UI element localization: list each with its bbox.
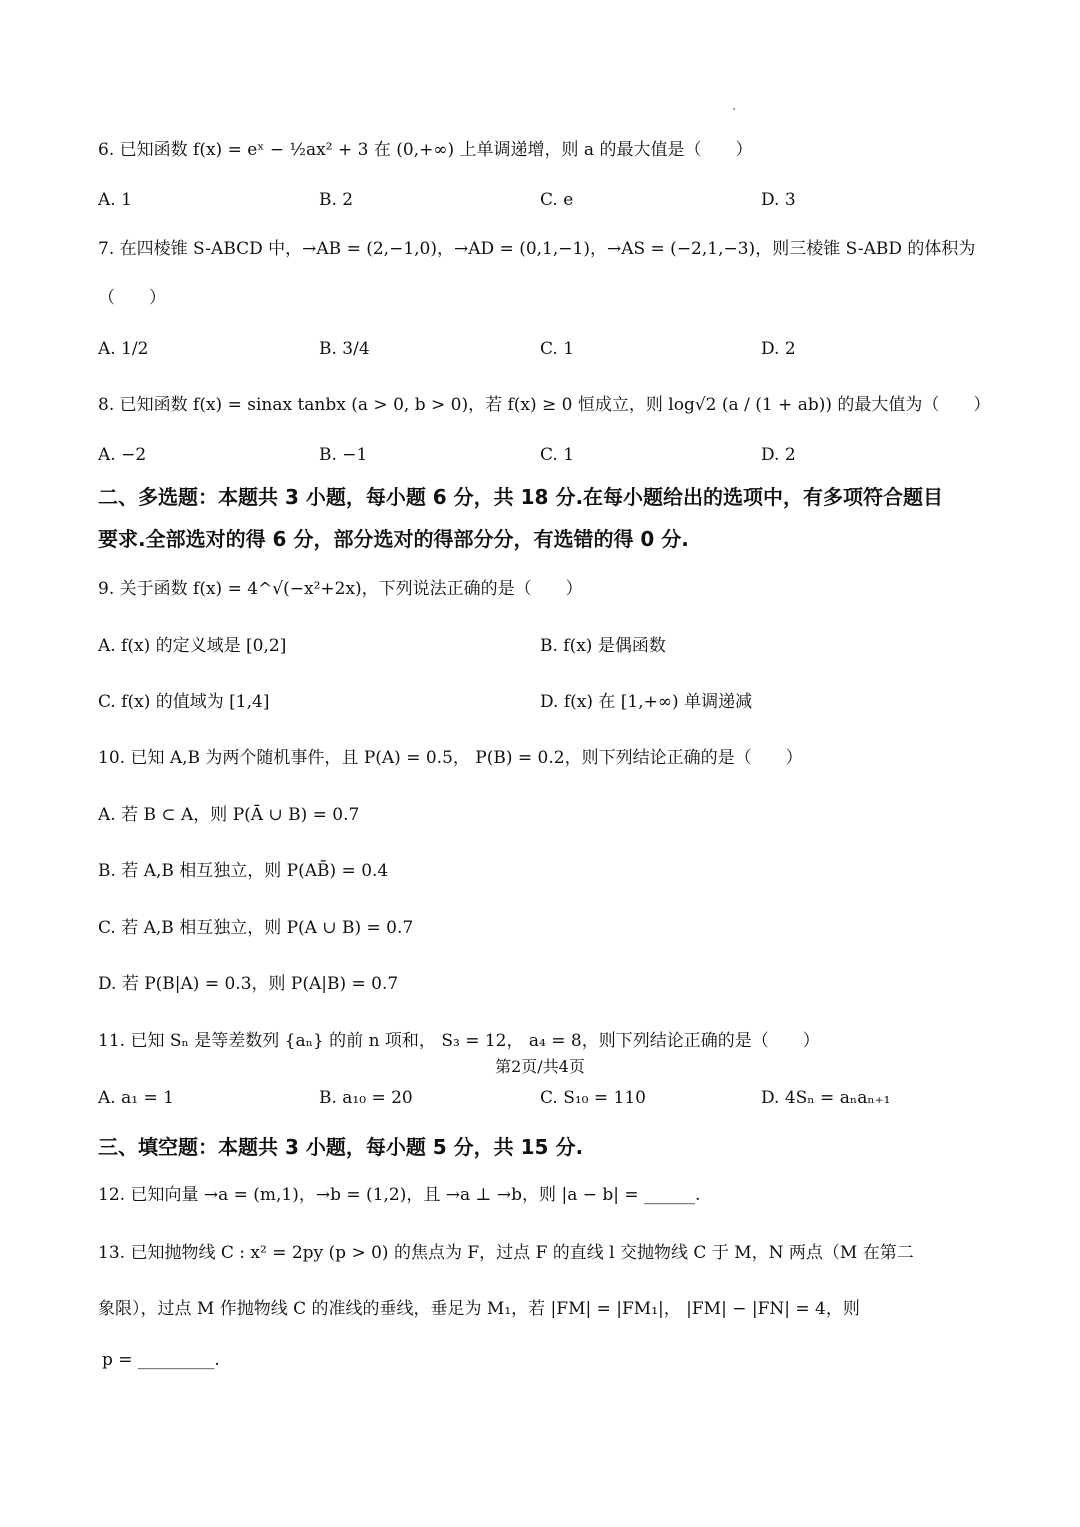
q13-answer-blank: p = _________. xyxy=(102,1350,220,1370)
q10-option-a: A. 若 B ⊂ A，则 P(Ā ∪ B) = 0.7 xyxy=(98,805,360,825)
q13-stem: 13. 已知抛物线 C : x² = 2py (p > 0) 的焦点为 F，过点 F 的直线 l 交抛物线 C 于 M，N 两点（M 在第二 xyxy=(98,1243,914,1263)
q8-option-c: C. 1 xyxy=(540,445,575,465)
q9-option-b: B. f(x) 是偶函数 xyxy=(540,636,666,656)
q6-option-d: D. 3 xyxy=(761,190,796,210)
q10-option-c: C. 若 A,B 相互独立，则 P(A ∪ B) = 0.7 xyxy=(98,918,414,938)
q7-option-b: B. 3/4 xyxy=(319,339,370,359)
q6-option-b: B. 2 xyxy=(319,190,354,210)
q10-stem: 10. 已知 A,B 为两个随机事件，且 P(A) = 0.5， P(B) = 0.2，则下列结论正确的是（ ） xyxy=(98,748,803,768)
q9-option-c: C. f(x) 的值域为 [1,4] xyxy=(98,692,270,712)
section3-heading: 三、填空题：本题共 3 小题，每小题 5 分，共 15 分. xyxy=(98,1135,584,1159)
section2-heading-line2: 要求.全部选对的得 6 分，部分选对的得部分分，有选错的得 0 分. xyxy=(98,527,689,551)
scan-speck xyxy=(733,108,735,110)
q9-option-a: A. f(x) 的定义域是 [0,2] xyxy=(98,636,287,656)
q9-option-d: D. f(x) 在 [1,+∞) 单调递减 xyxy=(540,692,753,712)
q8-option-b: B. −1 xyxy=(319,445,368,465)
q10-option-b: B. 若 A,B 相互独立，则 P(AB̄) = 0.4 xyxy=(98,861,389,881)
q8-option-a: A. −2 xyxy=(98,445,147,465)
q11-option-d: D. 4Sₙ = aₙaₙ₊₁ xyxy=(761,1088,891,1108)
q13-stem-cont: 象限），过点 M 作抛物线 C 的准线的垂线，垂足为 M₁，若 |FM| = |FM₁|， |FM| − |FN| = 4，则 xyxy=(98,1299,860,1319)
q11-option-b: B. a₁₀ = 20 xyxy=(319,1088,413,1108)
q7-stem: 7. 在四棱锥 S-ABCD 中，→AB = (2,−1,0)，→AD = (0,1,−1)，→AS = (−2,1,−3)，则三棱锥 S-ABD 的体积为 xyxy=(98,239,976,259)
section2-heading-line1: 二、多选题：本题共 3 小题，每小题 6 分，共 18 分.在每小题给出的选项中，有多项符合题目 xyxy=(98,485,944,509)
q11-option-c: C. S₁₀ = 110 xyxy=(540,1088,646,1108)
q6-option-c: C. e xyxy=(540,190,574,210)
q11-option-a: A. a₁ = 1 xyxy=(98,1088,174,1108)
q7-option-c: C. 1 xyxy=(540,339,575,359)
q8-stem: 8. 已知函数 f(x) = sinax tanbx (a > 0, b > 0)，若 f(x) ≥ 0 恒成立，则 log√2 (a / (1 + ab)) 的最大值为（ ） xyxy=(98,395,991,415)
q10-option-d: D. 若 P(B|A) = 0.3，则 P(A|B) = 0.7 xyxy=(98,974,399,994)
q11-stem: 11. 已知 Sₙ 是等差数列 {aₙ} 的前 n 项和， S₃ = 12， a₄ = 8，则下列结论正确的是（ ） xyxy=(98,1031,820,1051)
q7-option-a: A. 1/2 xyxy=(98,339,149,359)
q9-stem: 9. 关于函数 f(x) = 4^√(−x²+2x)，下列说法正确的是（ ） xyxy=(98,579,583,599)
q7-option-d: D. 2 xyxy=(761,339,796,359)
q8-option-d: D. 2 xyxy=(761,445,796,465)
q6-stem: 6. 已知函数 f(x) = eˣ − ½ax² + 3 在 (0,+∞) 上单调递增，则 a 的最大值是（ ） xyxy=(98,140,753,160)
page-number: 第2页/共4页 xyxy=(495,1057,585,1076)
q6-option-a: A. 1 xyxy=(98,190,132,210)
q7-stem-cont: （ ） xyxy=(98,288,166,308)
q12-stem: 12. 已知向量 →a = (m,1)，→b = (1,2)，且 →a ⊥ →b，则 |a − b| = ______. xyxy=(98,1185,701,1205)
